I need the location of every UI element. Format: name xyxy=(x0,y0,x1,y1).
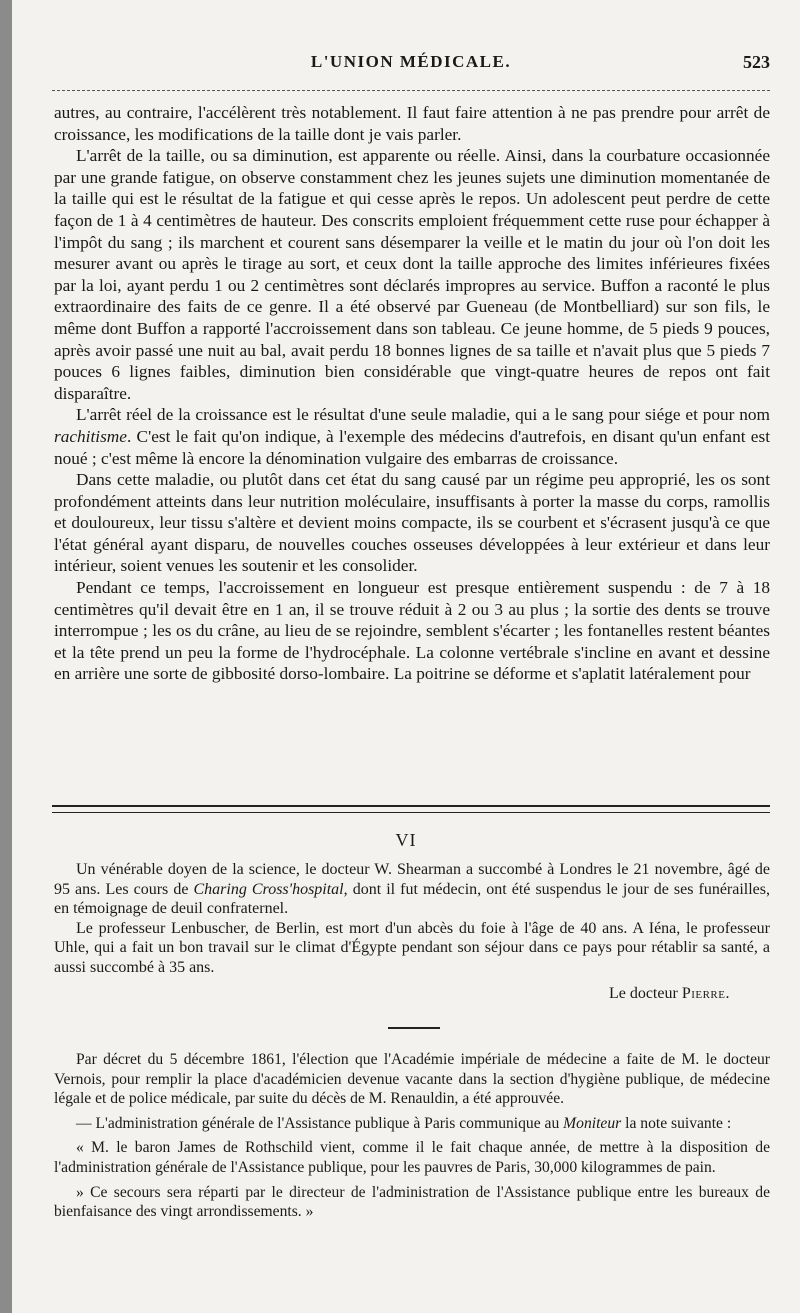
section-heading: VI xyxy=(395,830,417,850)
section-separator xyxy=(52,805,770,813)
page-number: 523 xyxy=(743,52,770,72)
header-rule xyxy=(52,90,770,91)
paragraph-4: Dans cette maladie, ou plutôt dans cet état du sang causé par un régime peu approprié, les os sont profondément atteints dans leur nutrition moléculaire, insuffisants à porter la masse du corps, ramollis et douloureux, leur tissu s'altère et devient moins compacte, ils se courbent et s'écrasent jusqu'à ce que l'état général ayant disparu, de nouvelles couches osseuses développées à leur extérieur et dans leur intérieur, soient venues les soutenir et les consolider. xyxy=(54,470,770,576)
news-paragraph-1: Par décret du 5 décembre 1861, l'élection que l'Académie impériale de médecine a faite de M. le docteur Vernois, pour remplir la place d'académicien devenue vacante dans la section d'hygiène publique, de médecine légale et de police médicale, par suite du décès de M. Renauldin, a été approuvée. xyxy=(54,1051,770,1108)
paragraph-3-text-b: . C'est le fait qu'on indique, à l'exemple des médecins d'autrefois, en disant qu'un enfant est noué ; c'est même là encore la dénomination vulgaire des embarras de croissance. xyxy=(54,426,770,468)
article-body xyxy=(54,102,770,685)
obituary-text-b: , dont il fut médecin, ont été suspendus le jour de ses funérailles, en témoignage de deuil confraternel. xyxy=(54,880,771,917)
news-paragraph-4: » Ce secours sera réparti par le directeur de l'administration de l'Assistance publique entre les bureaux de bienfaisance des vingt arrondissements. » xyxy=(54,1183,770,1221)
news-section xyxy=(54,1050,770,1227)
paragraph-3 xyxy=(54,404,770,469)
page xyxy=(12,0,800,1313)
obituary-paragraph-2: Le professeur Lenbuscher, de Berlin, est mort d'un abcès du foie à l'âge de 40 ans. A Iéna, le professeur Uhle, qui a fait un bon travail sur le climat d'Égypte pendant son séjour dans ce pays pour rétablir sa santé, a aussi succombé à 35 ans. xyxy=(54,919,770,976)
moniteur-title: Moniteur xyxy=(563,1114,622,1132)
paragraph-2: L'arrêt de la taille, ou sa diminution, est apparente ou réelle. Ainsi, dans la courbature occasionnée par une grande fatigue, on observe constamment chez les jeunes sujets une diminution momentanée de la taille qui est le résultat de la fatigue et qui cesse après le repos. Un adolescent peut perdre de cette façon de 1 à 4 centimètres de hauteur. Des conscrits emploient fréquemment cette ruse pour échapper à l'impôt du sang ; ils marchent et courent sans désemparer la veille et le matin du jour où l'on doit les mesurer avant ou après le tirage au sort, et ceux dont la taille approche des limites inférieures fixées par la loi, ayant perdu 1 ou 2 centimètres sont déclarés impropres au service. Buffon a raconté le plus extraordinaire des faits de ce genre. Il a été observé par Gueneau (de Montbelliard) sur son fils, le même dont Buffon a rapporté l'accroissement dans son tableau. Ce jeune homme, de 5 pieds 9 pouces, après avoir passé une nuit au bal, avait perdu 18 bonnes lignes de sa taille et n'avait plus que 5 pieds 7 pouces 6 lignes faibles, diminution bien considérable que vingt-quatre heures de repos ont fait disparaître. xyxy=(54,146,770,403)
paragraph-5: Pendant ce temps, l'accroissement en longueur est presque entièrement suspendu : de 7 à 18 centimètres qu'il devait être en 1 an, il se trouve réduit à 2 ou 3 au plus ; la sortie des dents se trouve interrompue ; les os du crâne, au lieu de se rejoindre, semblent s'écarter ; les fontanelles restent béantes et la tête prend un peu la forme de l'hydrocéphale. La colonne vertébrale s'incline en avant et dessine en arrière une sorte de gibbosité dorso-lombaire. La poitrine se déforme et s'aplatit latéralement pour xyxy=(54,578,770,684)
short-separator xyxy=(388,1027,440,1029)
news-text-b: la note suivante : xyxy=(621,1114,732,1132)
news-paragraph-3: « M. le baron James de Rothschild vient, comme il le fait chaque année, de mettre à la disposition de l'administration générale de l'Assistance publique, pour les pauvres de Paris, 30,000 kilogrammes de pain. xyxy=(54,1139,770,1176)
running-title: L'UNION MÉDICALE. xyxy=(310,52,512,71)
signature xyxy=(609,985,730,1003)
page-header xyxy=(52,52,770,82)
obituary-text-a: Un vénérable doyen de la science, le docteur W. Shearman a succombé à Londres le 21 novembre, âgé de 95 ans. Les cours de xyxy=(54,861,770,898)
news-text-a: — L'administration générale de l'Assistance publique à Paris communique au xyxy=(76,1114,564,1132)
paragraph-1: autres, au contraire, l'accélèrent très notablement. Il faut faire attention à ne pas prendre pour arrêt de croissance, les modifications de la taille dont je vais parler. xyxy=(54,103,770,144)
obituary-paragraph-1 xyxy=(54,860,770,919)
news-paragraph-2 xyxy=(54,1114,770,1134)
signature-name: Pierre. xyxy=(681,985,730,1002)
hospital-name: Charing Cross'hospital xyxy=(193,880,344,898)
rachitisme-term: rachitisme xyxy=(54,426,127,446)
obituary-section xyxy=(54,860,770,977)
paragraph-3-text-a: L'arrêt réel de la croissance est le résultat d'une seule maladie, qui a le sang pour siége et pour nom xyxy=(76,405,770,425)
signature-prefix: Le docteur xyxy=(608,985,682,1002)
